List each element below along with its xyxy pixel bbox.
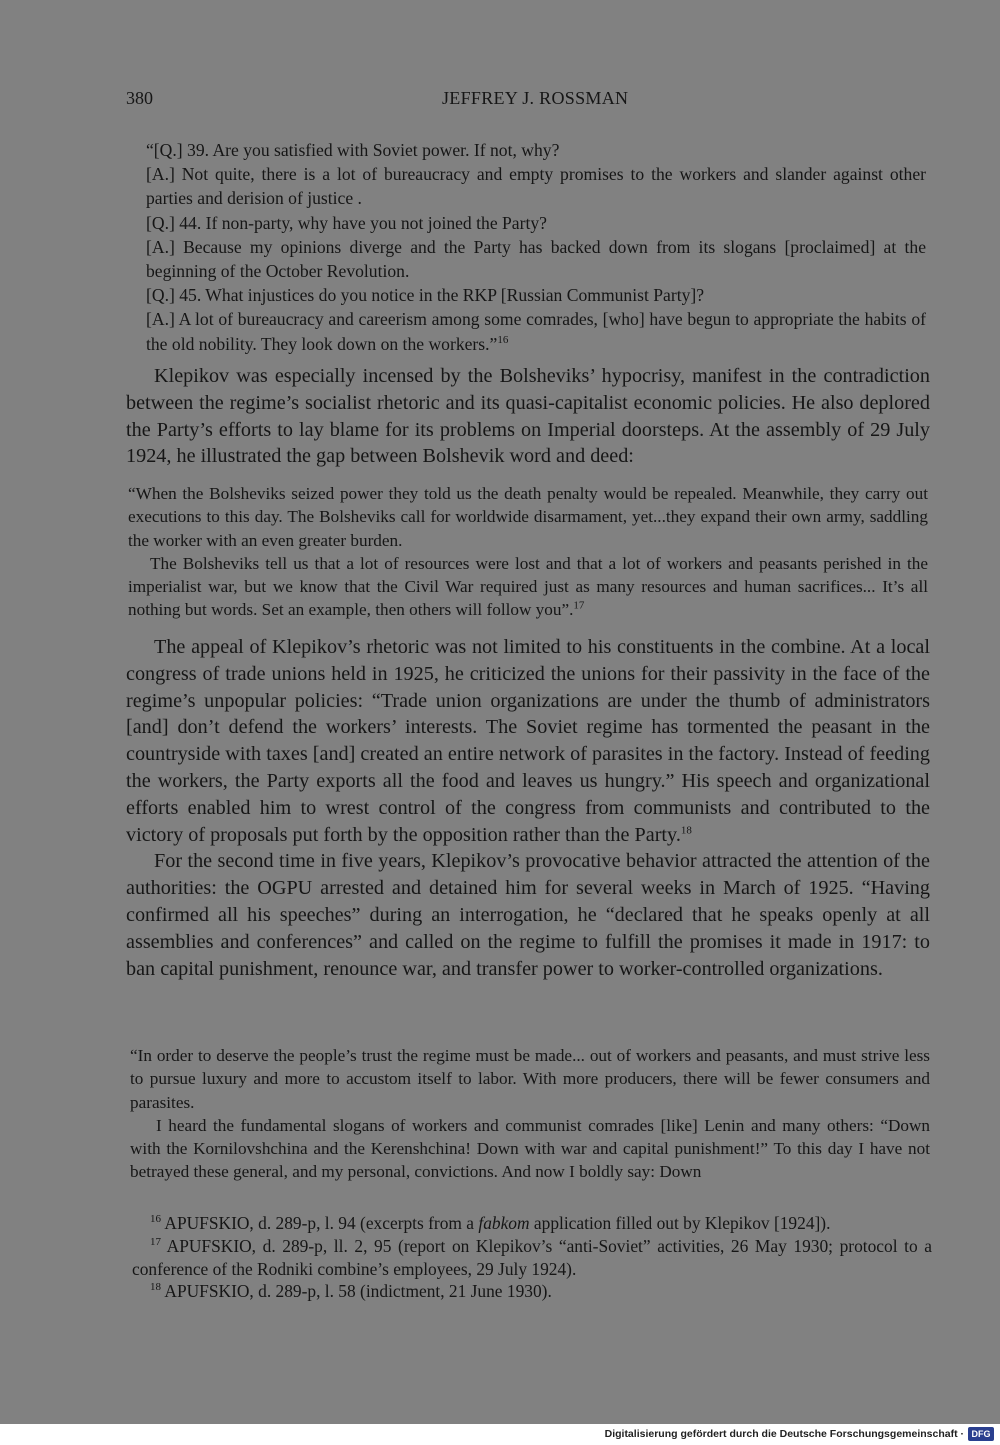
questionnaire-line: [Q.] 45. What injustices do you notice in the RKP [Russian Communist Party]? — [146, 285, 705, 306]
footnote — [132, 1212, 932, 1235]
questionnaire-line-text: [A.] A lot of bureaucracy and careerism among some comrades, [who] have begun to appropriate the habits of the old nobility. They look down on the workers.” — [146, 309, 926, 354]
footnote-text: APUFSKIO, d. 289-p, ll. 2, 95 (report on Klepikov’s “anti-Soviet” activities, 26 May 1930; protocol to a conference of the Rodniki combine’s employees, 29 July 1924). — [132, 1235, 932, 1279]
footnote — [132, 1235, 932, 1281]
quote-paragraph: “When the Bolsheviks seized power they told us the death penalty would be repealed. Meanwhile, they carry out executions to this day. The Bolsheviks call for worldwide disarmament, yet...they expand their own army, saddling the worker with an even greater burden. — [128, 484, 928, 550]
questionnaire-line: [Q.] 44. If non-party, why have you not joined the Party? — [146, 212, 547, 233]
body-paragraph: Klepikov was especially incensed by the Bolsheviks’ hypocrisy, manifest in the contradiction between the regime’s socialist rhetoric and its quasi-capitalist economic policies. He also deplored the Party’s efforts to lay blame for its problems on Imperial doorsteps. At the assembly of 29 July 1924, he illustrated the gap between Bolshevik word and deed: — [126, 365, 930, 468]
footnote-number: 16 — [150, 1213, 161, 1226]
questionnaire-quote — [146, 138, 926, 356]
questionnaire-line — [146, 307, 926, 355]
footnote-text: application filled out by Klepikov [1924]). — [529, 1213, 831, 1233]
quote-paragraph: I heard the fundamental slogans of workers and communist comrades [like] Lenin and many others: “Down with the Kornilovshchina and the Kerenshchina! Down with war and capital punishment!” To this day I have not betrayed these general, and my personal, convictions. And now I boldly say: Down — [130, 1115, 930, 1182]
body-paragraph-text: The appeal of Klepikov’s rhetoric was not limited to his constituents in the combine. At a local congress of trade unions held in 1925, he criticized the unions for their passivity in the face of the regime’s unpopular policies: “Trade union organizations are under the thumb of administrators [and] don’t defend the workers’ interests. The Soviet regime has tormented the peasant in the countryside with taxes [and] created an entire network of parasites in the factory. Instead of feeding the workers, the Party exports all the food and leaves us hungry.” His speech and organizational efforts enabled him to wrest control of the congress from communists and contributed to the victory of proposals put forth by the opposition rather than the Party. — [126, 636, 930, 846]
questionnaire-line: “[Q.] 39. Are you satisfied with Soviet power. If not, why? — [146, 140, 560, 160]
footnote-number: 18 — [150, 1281, 161, 1294]
quote-paragraph — [128, 552, 928, 622]
footnote — [132, 1280, 932, 1303]
footnote-number: 17 — [150, 1236, 161, 1248]
digitization-credit-bar — [0, 1424, 1000, 1445]
dfg-logo-icon: DFG — [968, 1427, 994, 1441]
footnote-ref: 16 — [497, 333, 509, 346]
footnote-italic: fabkom — [478, 1213, 530, 1233]
footnote-ref: 17 — [573, 599, 585, 612]
footnote-ref: 18 — [680, 823, 692, 836]
footnote-text: APUFSKIO, d. 289-p, l. 58 (indictment, 21 June 1930). — [161, 1281, 552, 1302]
page-number: 380 — [126, 88, 153, 108]
questionnaire-line: [A.] Not quite, there is a lot of bureaucracy and empty promises to the workers and slander against other parties and derision of justice . — [146, 164, 926, 209]
running-head-author: JEFFREY J. ROSSMAN — [442, 88, 629, 108]
block-quote — [128, 482, 928, 622]
footnote-text: APUFSKIO, d. 289-p, l. 94 (excerpts from a — [161, 1213, 479, 1233]
block-quote — [130, 1044, 930, 1184]
running-head — [126, 88, 930, 112]
quote-paragraph-text: The Bolsheviks tell us that a lot of resources were lost and that a lot of workers and peasants perished in the imperialist war, but we know that the Civil War required just as many resources and human sacrifices... It’s all nothing but words. Set an example, then others will follow you”. — [128, 553, 928, 620]
quote-paragraph: “In order to deserve the people’s trust the regime must be made... out of workers and peasants, and must strive less to pursue luxury and more to accustom itself to labor. With more producers, there will be fewer consumers and parasites. — [130, 1046, 930, 1112]
body-section — [126, 634, 930, 982]
body-paragraph: For the second time in five years, Klepikov’s provocative behavior attracted the attention of the authorities: the OGPU arrested and detained him for several weeks in March of 1925. “Having confirmed all his speeches” during an interrogation, he “declared that he speaks openly at all assemblies and conferences” and called on the regime to fulfill the promises it made in 1917: to ban capital punishment, renounce war, and transfer power to worker-controlled organizations. — [126, 850, 930, 980]
digitization-credit: Digitalisierung gefördert durch die Deutsche Forschungsgemeinschaft · — [604, 1428, 964, 1440]
footnotes — [132, 1212, 932, 1303]
body-paragraph — [126, 634, 930, 848]
questionnaire-line: [A.] Because my opinions diverge and the Party has backed down from its slogans [proclaimed] at the beginning of the October Revolution. — [146, 236, 926, 282]
